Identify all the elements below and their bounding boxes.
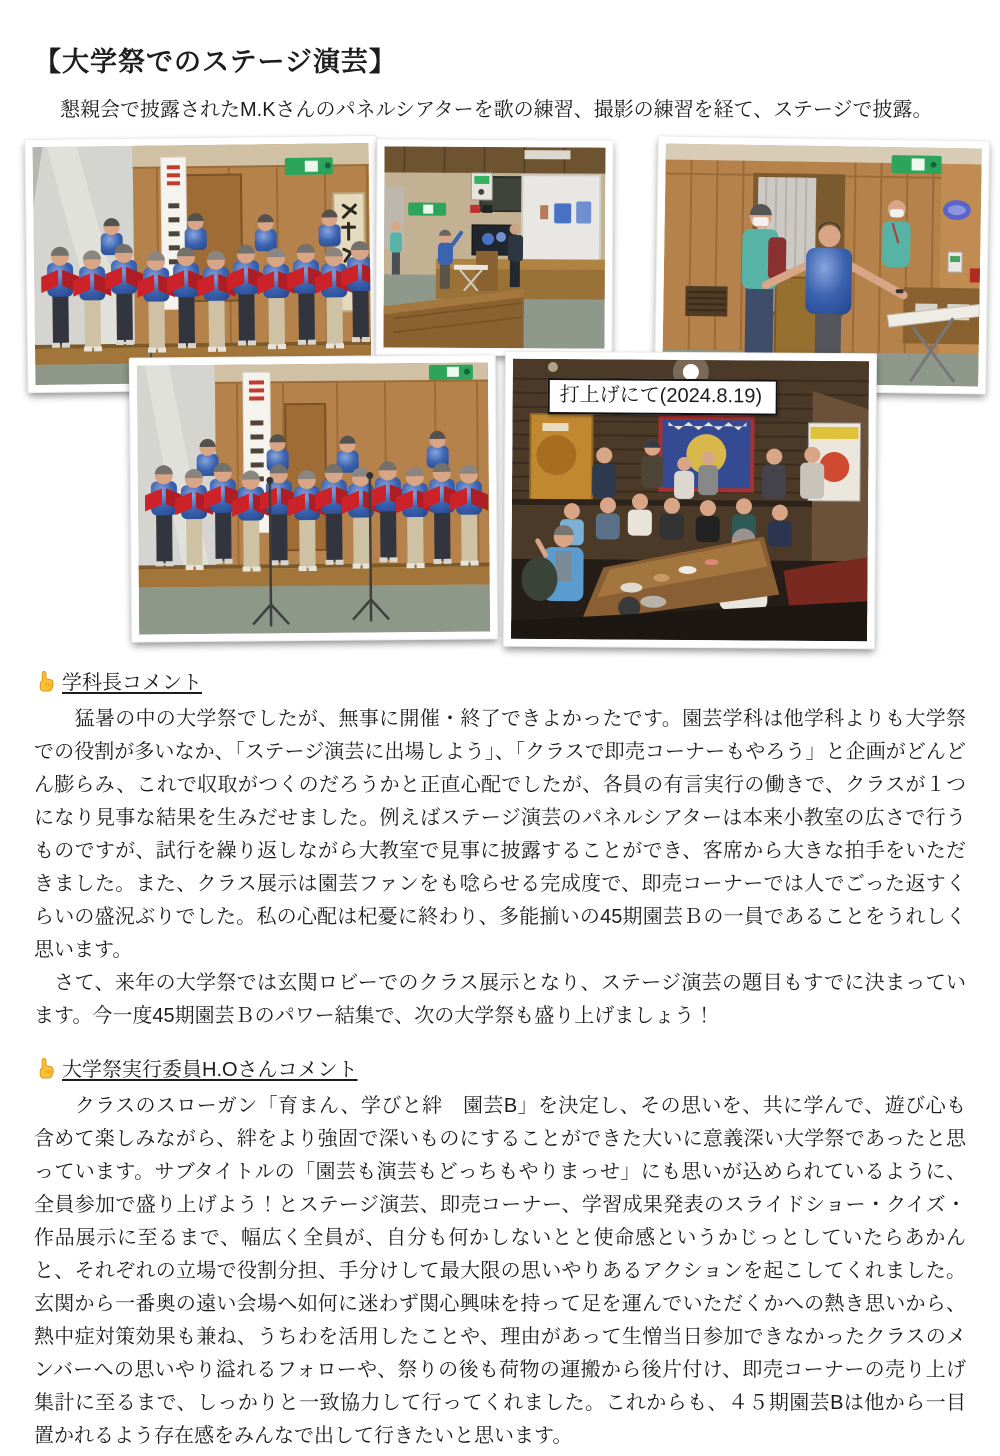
section-heading-dept-head [34, 666, 966, 695]
photo-collage [0, 137, 1000, 652]
comment-paragraph: クラスのスローガン「育まん、学びと絆 園芸B」を決定し、その思いを、共に学んで、遊び心も含めて楽しみながら、絆をより強固で深いものにすることができた大いに意義深い大学祭であったと思っています。サブタイトルの「園芸も演芸もどっちもやりまっせ」にも思いが込められているように、全員参加で盛り上げよう！とステージ演芸、即売コーナー、学習成果発表のスライドショー・クイズ・作品展示に至るまで、幅広く全員が、自分も何かしないとと使命感というかじっとしていたらあかんと、それぞれの立場で役割分担、手分けして最大限の思いやりあるアクションを起こしてくれました。玄関から一番奥の遠い会場へ如何に迷わず関心興味を持って足を運んでいただくかへの熱き思いから、熱中症対策効果も兼ね、うちわを活用したことや、理由があって生憎当日参加できなかったクラスのメンバーへの思いやり溢れるフォローや、祭りの後も荷物の運搬から後片付け、即売コーナーの売り上げ集計に至るまで、しっかりと一致協力して行ってくれました。これからも、４５期園芸Bは他から一目置かれるよう存在感をみんなで出して行きたいと思います。 [34, 1090, 966, 1453]
pointing-up-icon [34, 1057, 56, 1079]
backpack [521, 557, 557, 601]
intro-text: 懇親会で披露されたM.Kさんのパネルシアターを歌の練習、撮影の練習を経て、ステージで披露。 [60, 95, 966, 125]
vent-grille [685, 286, 727, 317]
folding-table [454, 265, 488, 270]
stage-chorus-mics-illustration [137, 362, 490, 634]
photo-after-party [503, 351, 877, 650]
comment-paragraph: 猛暑の中の大学祭でしたが、無事に開催・終了できよかったです。園芸学科は他学科よりも大学祭での役割が多いなか、「ステージ演芸に出場しよう」、「クラスで即売コーナーもやろう」と企画がどんどん膨らみ、これで収取がつくのだろうかと正直心配でしたが、各員の有言実行の働きで、クラスが１つになり見事な結果を生みだせました。例えばステージ演芸のパネルシアターは本来小教室の広さで行うものですが、試行を繰り返しながら大教室で見事に披露することができ、客席から大きな拍手をいただきました。また、クラス展示は園芸ファンをも唸らせる完成度で、即売コーナーでは人でごった返すくらいの盛況ぶりでした。私の心配は杞憂に終わり、多能揃いの45期園芸Ｂの一員であることをうれしく思います。 [34, 703, 966, 967]
page-title: 【大学祭でのステージ演芸】 [34, 40, 966, 79]
section-dept-head-comment [34, 666, 966, 1033]
section-heading-text: 大学祭実行委員H.Oさんコメント [62, 1053, 358, 1082]
photo-stage-chorus-2 [129, 354, 498, 642]
photo-stage-chorus-1 [24, 135, 379, 393]
panel-theater-illustration [383, 146, 605, 348]
section-heading-text: 学科長コメント [62, 666, 202, 695]
pointing-up-icon [34, 670, 56, 692]
section-heading-committee [34, 1053, 966, 1082]
newsletter-page [0, 40, 1000, 1453]
photo-panel-theater-stage [375, 138, 613, 356]
photo-caption: 打上げにて(2024.8.19) [548, 378, 779, 416]
section-committee-comment [34, 1053, 966, 1453]
comment-paragraph: さて、来年の大学祭では玄関ロビーでのクラス展示となり、ステージ演芸の題目もすでに決まっています。今一度45期園芸Ｂのパワー結集で、次の大学祭も盛り上げましょう！ [34, 967, 966, 1033]
ceiling-light [683, 364, 699, 380]
stage-chorus-illustration [33, 143, 372, 385]
performer-illustration [662, 144, 982, 387]
